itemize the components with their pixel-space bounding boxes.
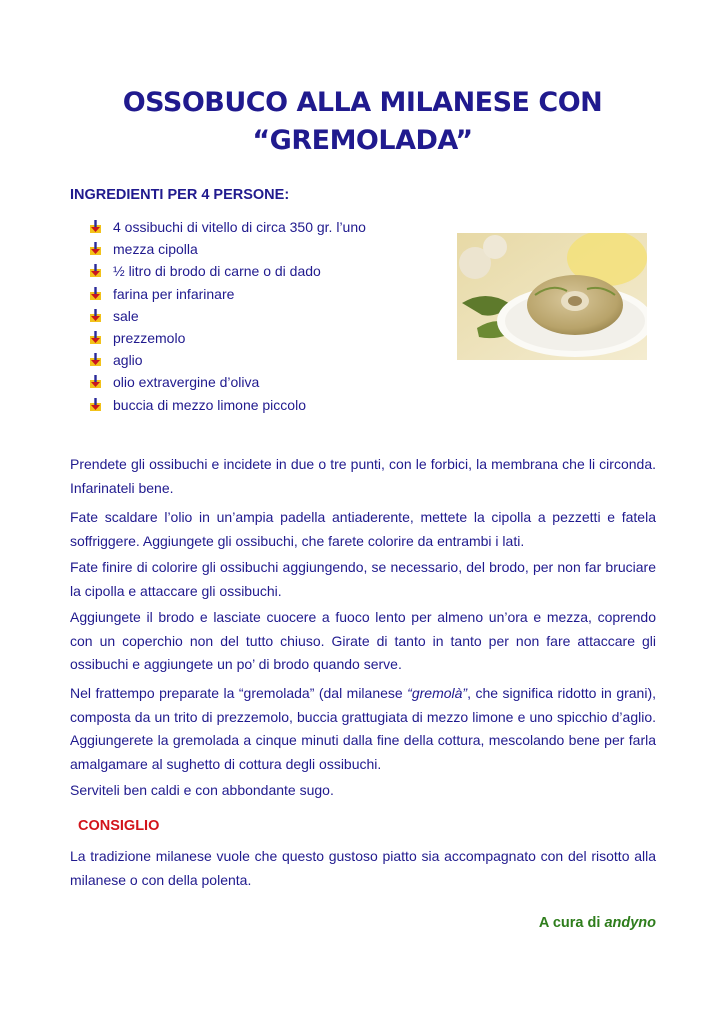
step-paragraph-1: Prendete gli ossibuchi e incidete in due o tre punti, con le forbici, la membrana che li circonda. Infarinateli bene. bbox=[70, 456, 656, 496]
arrow-bullet-icon bbox=[88, 308, 104, 324]
ingredient-item bbox=[88, 327, 366, 349]
author-credit bbox=[539, 915, 656, 931]
step-5-italic: “gremolà” bbox=[407, 685, 468, 701]
title-line-2: “GREMOLADA” bbox=[252, 125, 473, 156]
step-5-end: , che significa ridotto in grani), composta da un trito di prezzemolo, buccia grattugiata di mezzo limone e uno spicchio d’aglio. Aggiungerete la gremolada a cinque minuti dalla fine della cottura, mescolando bene per farla amalgamare al sughetto di cottura degli ossibuchi. bbox=[70, 685, 656, 772]
ingredient-item bbox=[88, 371, 366, 393]
ingredient-item bbox=[88, 283, 366, 305]
ingredient-text: sale bbox=[113, 307, 139, 324]
ingredient-text: ½ litro di brodo di carne o di dado bbox=[113, 263, 321, 280]
ingredients-list bbox=[88, 216, 366, 416]
ingredient-text: farina per infarinare bbox=[113, 285, 235, 302]
arrow-bullet-icon bbox=[88, 330, 104, 346]
ingredient-text: aglio bbox=[113, 352, 143, 369]
arrow-bullet-icon bbox=[88, 286, 104, 302]
ingredient-item bbox=[88, 305, 366, 327]
ingredient-text: olio extravergine d’oliva bbox=[113, 374, 260, 391]
arrow-bullet-icon bbox=[88, 219, 104, 235]
step-5-start: Nel frattempo preparate la “gremolada” (dal milanese bbox=[70, 685, 408, 701]
credit-author: andyno bbox=[604, 915, 656, 931]
ossobuco-photo bbox=[457, 233, 647, 360]
ingredient-text: prezzemolo bbox=[113, 329, 186, 346]
ingredient-item bbox=[88, 260, 366, 282]
credit-prefix: A cura di bbox=[538, 915, 605, 931]
page-title bbox=[60, 84, 665, 160]
arrow-bullet-icon bbox=[88, 241, 104, 257]
ingredient-text: mezza cipolla bbox=[113, 241, 198, 258]
ingredient-text: buccia di mezzo limone piccolo bbox=[113, 396, 306, 413]
arrow-bullet-icon bbox=[88, 397, 104, 413]
arrow-bullet-icon bbox=[88, 352, 104, 368]
tip-heading: CONSIGLIO bbox=[78, 818, 160, 834]
tip-text: La tradizione milanese vuole che questo gustoso piatto sia accompagnato con del risotto alla milanese o con della polenta. bbox=[70, 848, 656, 888]
step-paragraph-5 bbox=[70, 682, 656, 776]
title-line-1: OSSOBUCO ALLA MILANESE CON bbox=[122, 87, 603, 118]
arrow-bullet-icon bbox=[88, 374, 104, 390]
step-paragraph-2: Fate scaldare l’olio in un’ampia padella antiaderente, mettete la cipolla a pezzetti e fatela soffriggere. Aggiungete gli ossibuchi, che farete colorire da entrambi i lati. bbox=[70, 509, 656, 549]
ingredient-item bbox=[88, 349, 366, 371]
ingredient-item bbox=[88, 238, 366, 260]
step-paragraph-3: Fate finire di colorire gli ossibuchi aggiungendo, se necessario, del brodo, per non far bruciare la cipolla e attaccare gli ossibuchi. bbox=[70, 559, 656, 599]
ingredient-item bbox=[88, 216, 366, 238]
ingredient-text: 4 ossibuchi di vitello di circa 350 gr. l’uno bbox=[113, 219, 366, 235]
arrow-bullet-icon bbox=[88, 263, 104, 279]
ingredients-heading: INGREDIENTI PER 4 PERSONE: bbox=[70, 187, 290, 203]
ingredient-item bbox=[88, 394, 366, 416]
step-paragraph-4: Aggiungete il brodo e lasciate cuocere a fuoco lento per almeno un’ora e mezza, coprendo con un coperchio non del tutto chiuso. Girate di tanto in tanto per non fare attaccare gli ossibuchi e aggiungete un po’ di brodo quando serve. bbox=[70, 609, 656, 673]
step-paragraph-6: Serviteli ben caldi e con abbondante sugo. bbox=[70, 782, 334, 798]
